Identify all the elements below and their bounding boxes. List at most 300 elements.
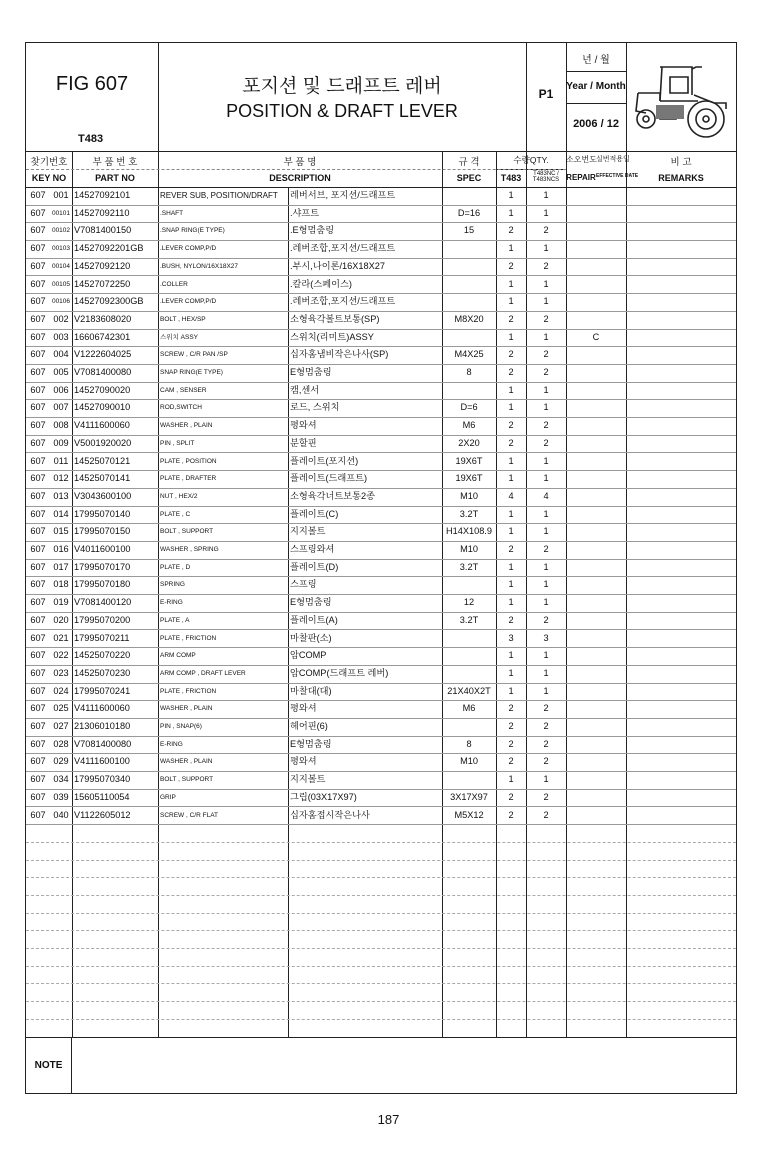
table-cell-part: V1222604025	[74, 349, 132, 360]
table-cell-fig: 607	[30, 402, 46, 413]
table-row	[26, 470, 736, 489]
table-cell-part: V5001920020	[74, 437, 132, 448]
empty-row	[26, 824, 736, 843]
table-cell-fig: 607	[30, 296, 46, 307]
table-cell-repair	[566, 240, 626, 258]
table-cell-key: 039	[53, 791, 69, 802]
table-cell-q2: 2	[543, 703, 549, 714]
table-cell-spec	[442, 771, 496, 789]
table-row	[26, 523, 736, 542]
table-cell-q1: 2	[508, 738, 514, 749]
repair-header-ko: 소오번도	[566, 155, 597, 164]
table-cell-fig: 607	[30, 207, 46, 218]
table-cell-desc-ko: .칼라(스페이스)	[290, 278, 352, 289]
sheet-header	[26, 43, 736, 152]
table-cell-spec: M8X20	[454, 313, 484, 324]
table-cell-key: 009	[53, 437, 69, 448]
table-cell-q2: 2	[543, 260, 549, 271]
table-cell-key: 001	[53, 190, 69, 200]
table-cell-fig: 607	[30, 367, 46, 377]
table-cell-fig: 607	[30, 809, 46, 820]
table-cell-repair	[566, 771, 626, 789]
table-cell-q2: 2	[543, 809, 549, 820]
table-cell-part: 17995070140	[74, 508, 131, 519]
repair-header: REPAIR	[566, 173, 596, 182]
table-cell-desc-ko: 그립(03X17X97)	[290, 791, 357, 802]
table-cell-q2: 4	[543, 490, 549, 501]
table-cell-q1: 1	[508, 331, 514, 342]
table-cell-fig: 607	[30, 667, 46, 678]
table-cell-spec	[442, 647, 496, 665]
table-cell-part: 16606742301	[74, 331, 131, 342]
table-cell-q1: 1	[508, 455, 514, 466]
table-cell-part: V7081400080	[74, 738, 132, 749]
table-cell-spec: 19X6T	[455, 455, 483, 466]
note-section	[26, 1037, 736, 1094]
table-cell-spec: 3X17X97	[450, 791, 488, 802]
table-cell-repair	[566, 364, 626, 382]
table-cell-part: V7081400080	[74, 367, 132, 377]
eff-ko-header: 실번적용일	[596, 156, 630, 163]
table-cell-q2: 1	[543, 774, 549, 785]
table-cell-key: 016	[53, 544, 69, 554]
table-cell-q2: 2	[543, 614, 549, 625]
table-cell-spec: M6	[462, 703, 476, 714]
table-cell-q2: 2	[543, 721, 549, 731]
table-cell-fig: 607	[30, 331, 46, 342]
table-cell-fig: 607	[30, 561, 46, 572]
table-cell-desc-ko: 평와셔	[290, 420, 317, 431]
table-cell-desc-ko: 평와셔	[290, 756, 317, 767]
table-cell-spec: 8	[466, 367, 472, 377]
table-cell-desc: E-RING	[160, 740, 183, 748]
table-cell-q1: 2	[508, 349, 514, 360]
table-cell-q2: 1	[543, 278, 549, 289]
table-cell-key: 023	[53, 667, 69, 678]
table-row	[26, 683, 736, 702]
table-cell-part: 17995070241	[74, 685, 131, 696]
table-cell-repair	[566, 594, 626, 612]
table-cell-desc-ko: 마찰대(대)	[290, 685, 332, 696]
table-cell-q2: 1	[543, 667, 549, 678]
table-cell-fig: 607	[30, 349, 46, 360]
table-cell-spec	[442, 665, 496, 683]
table-cell-repair	[566, 470, 626, 488]
table-cell-spec	[442, 258, 496, 276]
table-cell-part: 14527092300GB	[74, 296, 144, 307]
table-cell-fig: 607	[30, 774, 46, 785]
table-row	[26, 559, 736, 578]
table-cell-spec: 3.2T	[459, 561, 479, 572]
table-cell-desc: NUT , HEX/2	[160, 492, 198, 500]
table-row	[26, 258, 736, 277]
table-cell-part: 17995070180	[74, 579, 131, 590]
table-cell-repair	[566, 718, 626, 736]
table-cell-desc: BOLT , SUPPORT	[160, 528, 214, 536]
table-cell-q1: 1	[508, 384, 514, 395]
table-cell-q1: 1	[508, 508, 514, 519]
table-cell-spec	[442, 276, 496, 294]
table-cell-key: 00105	[51, 280, 71, 288]
table-cell-repair	[566, 435, 626, 453]
table-cell-desc: SCREW , C/R FLAT	[160, 811, 219, 819]
table-cell-q1: 2	[508, 703, 514, 714]
column-header	[26, 151, 736, 188]
table-cell-desc-ko: 십자홈냄비작은나사(SP)	[290, 349, 389, 360]
table-cell-fig: 607	[30, 632, 46, 643]
description-header: DESCRIPTION	[269, 173, 331, 183]
table-cell-q2: 1	[543, 190, 549, 200]
table-cell-spec: M10	[460, 490, 478, 501]
table-cell-q1: 1	[508, 473, 514, 484]
table-cell-repair	[566, 222, 626, 240]
table-cell-q1: 2	[508, 544, 514, 554]
table-cell-fig: 607	[30, 544, 46, 554]
table-cell-desc: PLATE , FRICTION	[160, 634, 217, 642]
table-cell-repair	[566, 612, 626, 630]
table-cell-desc: ARM COMP , DRAFT LEVER	[160, 669, 246, 677]
table-cell-desc: .LEVER COMP,P/D	[160, 245, 217, 253]
table-cell-desc: E-RING	[160, 599, 183, 607]
table-cell-desc: ARM COMP	[160, 652, 196, 660]
table-cell-key: 034	[53, 774, 69, 785]
table-cell-key: 022	[53, 650, 69, 661]
table-row	[26, 222, 736, 241]
table-cell-desc-ko: 지지볼트	[290, 774, 326, 785]
qty-t483-header: T483	[500, 173, 522, 183]
table-cell-desc: GRIP	[160, 793, 176, 801]
qty-header-ko: 수량QTY.	[513, 155, 549, 165]
table-cell-desc: PLATE , POSITION	[160, 457, 217, 465]
table-cell-q1: 2	[508, 756, 514, 767]
table-cell-fig: 607	[30, 260, 46, 271]
table-cell-key: 011	[53, 455, 69, 466]
table-cell-part: 14527090010	[74, 402, 131, 413]
table-cell-desc: CAM , SENSER	[160, 386, 207, 394]
table-cell-part: 17995070200	[74, 614, 131, 625]
table-cell-q1: 2	[508, 791, 514, 802]
table-cell-q1: 1	[508, 667, 514, 678]
table-cell-desc-ko: E형멈춤링	[290, 597, 332, 608]
table-cell-key: 00106	[51, 298, 71, 306]
table-cell-q2: 1	[543, 526, 549, 537]
table-cell-fig: 607	[30, 243, 46, 254]
model-code: T483	[78, 133, 104, 145]
table-cell-spec: 2X20	[458, 437, 480, 448]
table-cell-key: 040	[53, 809, 69, 820]
table-cell-q2: 2	[543, 420, 549, 431]
year-month-value: 2006 / 12	[573, 118, 619, 130]
table-cell-q2: 1	[543, 579, 549, 590]
table-cell-fig: 607	[30, 455, 46, 466]
table-cell-key: 003	[53, 331, 69, 342]
table-row	[26, 718, 736, 737]
table-row	[26, 506, 736, 525]
title-english: POSITION & DRAFT LEVER	[226, 101, 458, 121]
table-cell-part: 14525070121	[74, 455, 131, 466]
table-cell-fig: 607	[30, 225, 46, 236]
table-cell-desc-ko: E형멈춤링	[290, 738, 332, 749]
table-cell-spec: 21X40X2T	[447, 685, 491, 696]
table-cell-spec: M4X25	[454, 349, 484, 360]
table-cell-part: 14527090020	[74, 384, 131, 395]
table-cell-q2: 1	[543, 597, 549, 608]
table-cell-q1: 1	[508, 190, 514, 200]
table-cell-desc-ko: .레버조합,포지션/드래프트	[290, 296, 396, 307]
table-cell-q1: 1	[508, 402, 514, 413]
table-cell-repair	[566, 559, 626, 577]
table-cell-desc-ko: 플레이트(A)	[290, 614, 338, 625]
table-cell-fig: 607	[30, 190, 46, 200]
table-cell-spec: 3.2T	[459, 614, 479, 625]
table-row	[26, 700, 736, 719]
table-cell-spec: M10	[460, 544, 478, 554]
table-cell-fig: 607	[30, 579, 46, 590]
table-cell-spec	[442, 240, 496, 258]
part-no-header-ko: 부 품 번 호	[92, 157, 138, 168]
table-cell-desc: .SHAFT	[160, 209, 184, 217]
table-row	[26, 488, 736, 507]
table-cell-q1: 2	[508, 420, 514, 431]
table-cell-key: 00103	[51, 245, 71, 253]
eff-en-header: EFFECTIVE DATE	[596, 173, 639, 179]
table-cell-key: 00104	[51, 262, 71, 270]
table-cell-fig: 607	[30, 756, 46, 767]
table-cell-part: 14525070230	[74, 667, 131, 678]
table-cell-desc: .COLLER	[160, 280, 188, 288]
description-header-ko: 부 품 명	[283, 157, 317, 168]
table-cell-spec	[442, 329, 496, 347]
table-cell-desc-ko: 헤어핀(6)	[290, 721, 328, 731]
table-row	[26, 789, 736, 808]
table-cell-q2: 2	[543, 313, 549, 324]
table-cell-desc-ko: 분할핀	[290, 437, 317, 448]
table-cell-key: 00101	[51, 209, 71, 217]
table-cell-q2: 1	[543, 384, 549, 395]
table-cell-desc: WASHER , PLAIN	[160, 705, 213, 713]
table-cell-part: 17995070170	[74, 561, 131, 572]
table-cell-repair	[566, 506, 626, 524]
empty-row	[26, 877, 736, 896]
table-cell-desc: WASHER , PLAIN	[160, 422, 213, 430]
table-row	[26, 293, 736, 312]
table-cell-repair	[566, 382, 626, 400]
table-cell-desc-ko: .부시,나이론/16X18X27	[290, 260, 385, 271]
table-cell-repair	[566, 683, 626, 701]
table-cell-key: 00102	[51, 227, 71, 235]
table-row	[26, 346, 736, 365]
table-cell-q1: 1	[508, 597, 514, 608]
table-cell-repair	[566, 346, 626, 364]
table-cell-spec: D=16	[457, 207, 481, 218]
table-cell-part: 17995070211	[74, 632, 130, 643]
table-cell-desc-ko: 암COMP(드래프트 레버)	[290, 667, 389, 678]
divider	[566, 71, 626, 72]
table-row	[26, 807, 736, 826]
table-cell-part: V4011600100	[74, 544, 131, 554]
table-cell-spec: H14X108.9	[446, 526, 492, 537]
title-korean: 포지션 및 드래프트 레버	[242, 76, 442, 97]
table-cell-desc: .SNAP RING(E TYPE)	[160, 227, 225, 235]
table-row	[26, 417, 736, 436]
table-cell-q1: 2	[508, 225, 514, 236]
table-cell-fig: 607	[30, 685, 46, 696]
table-cell-q2: 1	[543, 331, 549, 342]
table-cell-desc: REVER SUB, POSITION/DRAFT	[160, 191, 278, 200]
table-cell-q1: 1	[508, 774, 514, 785]
table-cell-q2: 2	[543, 791, 549, 802]
table-cell-fig: 607	[30, 473, 46, 484]
table-cell-repair	[566, 293, 626, 311]
table-cell-q1: 1	[508, 650, 514, 661]
table-cell-fig: 607	[30, 313, 46, 324]
table-cell-repair	[566, 417, 626, 435]
table-cell-desc-ko: 로드, 스위치	[290, 402, 340, 413]
table-cell-desc-ko: 암COMP	[290, 650, 327, 661]
table-cell-desc-ko: 스위치(리미트)ASSY	[290, 331, 374, 342]
table-cell-key: 021	[53, 632, 69, 643]
table-cell-q1: 2	[508, 437, 514, 448]
table-cell-fig: 607	[30, 721, 46, 731]
divider	[26, 169, 566, 170]
empty-row	[26, 860, 736, 879]
table-cell-part: V7081400120	[74, 597, 132, 608]
table-cell-desc: SPRING	[160, 581, 185, 589]
table-cell-repair	[566, 665, 626, 683]
table-row	[26, 630, 736, 649]
table-row	[26, 736, 736, 755]
table-cell-part: 14527092201GB	[74, 243, 144, 254]
table-row	[26, 240, 736, 259]
spec-header-ko: 규 격	[458, 157, 480, 168]
table-cell-key: 024	[53, 685, 69, 696]
table-cell-part: V3043600100	[74, 490, 132, 501]
table-cell-desc-ko: 스프링	[290, 579, 317, 590]
table-cell-q2: 2	[543, 225, 549, 236]
table-cell-fig: 607	[30, 597, 46, 608]
table-cell-repair	[566, 205, 626, 223]
table-row	[26, 771, 736, 790]
table-cell-part: V7081400150	[74, 225, 132, 236]
table-cell-q2: 3	[543, 632, 549, 643]
table-cell-desc: BOLT , SUPPORT	[160, 776, 214, 784]
table-cell-key: 029	[53, 756, 69, 767]
table-cell-q2: 2	[543, 544, 549, 554]
table-cell-q1: 2	[508, 721, 514, 731]
table-cell-key: 002	[53, 313, 69, 324]
table-cell-desc-ko: 소형육각너트보통2종	[290, 490, 375, 501]
table-cell-desc-ko: .레버조합,포지션/드래프트	[290, 243, 396, 254]
table-row	[26, 205, 736, 224]
empty-row	[26, 948, 736, 967]
table-cell-q2: 2	[543, 367, 549, 377]
table-cell-part: 14527092120	[74, 260, 131, 271]
table-cell-part: 14527092101	[74, 190, 131, 200]
table-cell-fig: 607	[30, 508, 46, 519]
table-cell-desc: PIN , SPLIT	[160, 439, 195, 447]
table-row	[26, 647, 736, 666]
table-cell-q1: 1	[508, 579, 514, 590]
table-cell-q2: 1	[543, 296, 549, 307]
table-cell-q2: 1	[543, 508, 549, 519]
table-cell-fig: 607	[30, 791, 46, 802]
table-cell-q1: 1	[508, 207, 514, 218]
table-cell-q2: 1	[543, 650, 549, 661]
empty-row	[26, 895, 736, 914]
page-id: P1	[538, 87, 554, 101]
empty-row	[26, 966, 736, 985]
table-cell-q1: 2	[508, 614, 514, 625]
table-cell-part: 17995070340	[74, 774, 131, 785]
table-cell-q2: 2	[543, 756, 549, 767]
table-cell-desc-ko: 소형육각볼트보통(SP)	[290, 313, 380, 324]
table-cell-key: 025	[53, 703, 69, 714]
year-month-box	[566, 43, 626, 150]
table-cell-q2: 2	[543, 349, 549, 360]
table-cell-desc-ko: 평와셔	[290, 703, 317, 714]
table-cell-desc: ROD,SWITCH	[160, 404, 202, 412]
table-cell-part: V2183608020	[74, 313, 132, 324]
table-cell-part: 21306010180	[74, 721, 131, 731]
table-cell-repair	[566, 736, 626, 754]
table-cell-repair	[566, 276, 626, 294]
table-cell-desc-ko: 지지볼트	[290, 526, 326, 537]
part-no-header: PART NO	[95, 173, 135, 183]
table-cell-q1: 2	[508, 367, 514, 377]
table-cell-desc-ko: 플레이트(D)	[290, 561, 339, 572]
table-row	[26, 753, 736, 772]
table-cell-spec: 15	[463, 225, 475, 236]
table-cell-q1: 1	[508, 296, 514, 307]
table-cell-q2: 1	[543, 455, 549, 466]
table-row	[26, 329, 736, 348]
table-cell-key: 018	[53, 579, 69, 590]
table-cell-repair	[566, 258, 626, 276]
table-cell-desc-ko: 캠,센서	[290, 384, 320, 395]
table-cell-key: 028	[53, 738, 69, 749]
table-cell-repair	[566, 630, 626, 648]
table-cell-spec: M10	[460, 756, 478, 767]
table-cell-spec: D=6	[460, 402, 478, 413]
table-cell-desc-ko: E형멈춤링	[290, 367, 332, 377]
table-cell-desc: WASHER , PLAIN	[160, 758, 213, 766]
table-cell-repair	[566, 399, 626, 417]
empty-row	[26, 984, 736, 1003]
table-cell-part: 14527072250	[74, 278, 131, 289]
table-cell-spec	[442, 576, 496, 594]
table-cell-repair	[566, 541, 626, 559]
table-cell-repair: C	[592, 331, 600, 342]
table-row	[26, 382, 736, 401]
table-cell-desc-ko: 레버서브, 포지션/드래프트	[290, 190, 396, 200]
table-cell-fig: 607	[30, 437, 46, 448]
table-cell-fig: 607	[30, 384, 46, 395]
table-cell-fig: 607	[30, 278, 46, 289]
table-cell-desc: SCREW , C/R PAN /SP	[160, 351, 228, 359]
table-cell-q2: 1	[543, 561, 549, 572]
remarks-ko-header: 비 고	[670, 157, 692, 168]
table-row	[26, 276, 736, 295]
note-label: NOTE	[26, 1038, 72, 1094]
table-cell-q1: 3	[508, 632, 514, 643]
empty-row	[26, 1019, 736, 1038]
table-cell-key: 015	[53, 526, 69, 537]
table-cell-desc: .BUSH, NYLON/16X18X27	[160, 262, 239, 270]
table-cell-desc: PLATE , C	[160, 510, 191, 518]
table-row	[26, 399, 736, 418]
table-cell-key: 006	[53, 384, 69, 395]
table-cell-q2: 1	[543, 243, 549, 254]
